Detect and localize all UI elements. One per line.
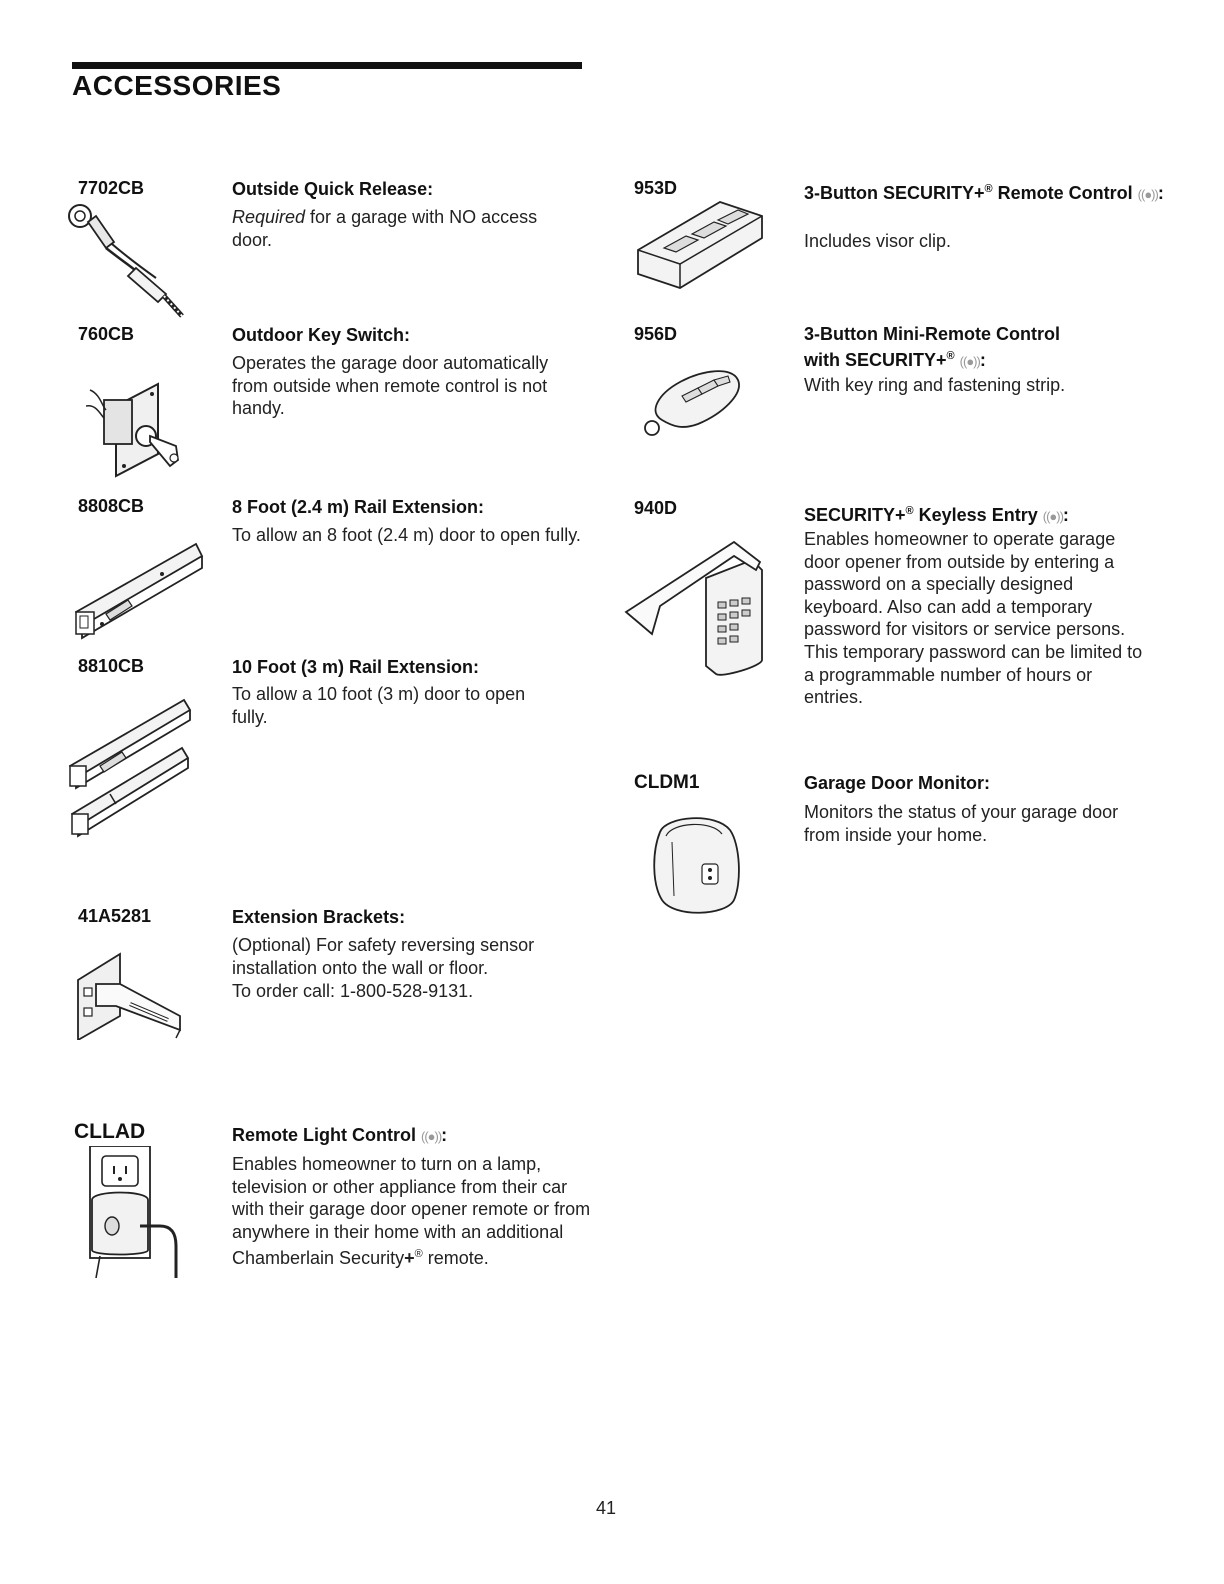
heading-940d-text: SECURITY bbox=[804, 505, 896, 525]
heading-41a5281: Extension Brackets: bbox=[232, 907, 406, 927]
radio-frequency-icon: ((●)) bbox=[1137, 187, 1158, 202]
header-rule bbox=[72, 62, 582, 69]
desc-cllad-text: Enables homeowner to turn on a lamp, television or other appliance from their car with their garage door opener remote or from anywhere in their home with an additional Chamberlain Security bbox=[232, 1154, 591, 1269]
item-code-7702cb: 7702CB bbox=[78, 178, 145, 198]
rail-extension-10ft-illustration bbox=[66, 690, 196, 840]
item-code-8810cb: 8810CB bbox=[78, 656, 145, 676]
security-plus-mark: + bbox=[404, 1248, 415, 1269]
desc-953d: Includes visor clip. bbox=[804, 231, 952, 251]
heading-940d-mid: Keyless Entry bbox=[913, 505, 1038, 525]
heading-953d-colon: : bbox=[1157, 183, 1164, 203]
security-plus-mark: + bbox=[974, 183, 985, 203]
heading-cllad bbox=[232, 1124, 447, 1148]
heading-956d-line1: 3-Button Mini-Remote Control bbox=[804, 324, 1060, 344]
heading-956d bbox=[804, 323, 1164, 373]
heading-940d-colon: : bbox=[1062, 505, 1069, 525]
heading-8810cb: 10 Foot (3 m) Rail Extension: bbox=[232, 657, 480, 677]
desc-7702cb-emphasis: Required bbox=[232, 207, 306, 227]
desc-7702cb-rest: for a garage with NO access door. bbox=[232, 207, 538, 250]
garage-door-monitor-illustration bbox=[646, 812, 746, 916]
heading-956d-text: with SECURITY bbox=[804, 350, 937, 370]
registered-mark: ® bbox=[984, 183, 993, 195]
radio-frequency-icon: ((●)) bbox=[959, 354, 980, 369]
remote-light-control-illustration bbox=[80, 1146, 184, 1296]
radio-frequency-icon: ((●)) bbox=[1042, 509, 1063, 524]
heading-7702cb: Outside Quick Release: bbox=[232, 179, 434, 199]
security-plus-mark: + bbox=[936, 350, 947, 370]
item-code-760cb: 760CB bbox=[78, 324, 135, 344]
desc-cllad bbox=[232, 1153, 592, 1270]
three-button-remote-illustration bbox=[634, 198, 766, 294]
key-switch-illustration bbox=[86, 370, 196, 482]
heading-953d bbox=[804, 178, 1164, 206]
keyless-entry-illustration bbox=[622, 538, 766, 678]
desc-760cb: Operates the garage door automatically from outside when remote control is not handy. bbox=[232, 353, 549, 419]
page-number: 41 bbox=[596, 1498, 617, 1518]
desc-956d: With key ring and fastening strip. bbox=[804, 375, 1066, 395]
desc-41a5281: (Optional) For safety reversing sensor installation onto the wall or floor. bbox=[232, 935, 535, 978]
order-phone-41a5281: To order call: 1-800-528-9131. bbox=[232, 981, 474, 1001]
item-code-cldm1: CLDM1 bbox=[634, 772, 700, 793]
heading-940d bbox=[804, 500, 1164, 528]
item-code-956d: 956D bbox=[634, 324, 678, 344]
quick-release-illustration bbox=[66, 198, 196, 326]
desc-940d: Enables homeowner to operate garage door opener from outside by entering a password on a specially designed keyboard. Also can add a temporary password for visitors or service persons. This temporary password can be limited to a programmable number of hours or entries. bbox=[804, 529, 1143, 708]
page-title: ACCESSORIES bbox=[72, 70, 282, 101]
registered-mark: ® bbox=[946, 350, 955, 362]
desc-8808cb: To allow an 8 foot (2.4 m) door to open fully. bbox=[232, 525, 581, 545]
desc-cllad-end: remote. bbox=[422, 1248, 489, 1269]
item-code-cllad: CLLAD bbox=[74, 1120, 146, 1143]
rail-extension-8ft-illustration bbox=[70, 534, 210, 640]
heading-cldm1: Garage Door Monitor: bbox=[804, 773, 991, 793]
heading-cllad-colon: : bbox=[441, 1125, 448, 1145]
radio-frequency-icon: ((●)) bbox=[421, 1129, 442, 1144]
mini-remote-illustration bbox=[640, 368, 744, 440]
desc-7702cb bbox=[232, 206, 582, 251]
item-code-953d: 953D bbox=[634, 178, 678, 198]
heading-cllad-text: Remote Light Control bbox=[232, 1125, 416, 1145]
registered-mark: ® bbox=[905, 505, 914, 517]
security-plus-mark: + bbox=[895, 505, 906, 525]
heading-8808cb: 8 Foot (2.4 m) Rail Extension: bbox=[232, 497, 485, 517]
item-code-940d: 940D bbox=[634, 498, 678, 518]
registered-mark: ® bbox=[414, 1248, 423, 1261]
item-code-8808cb: 8808CB bbox=[78, 496, 145, 516]
extension-bracket-illustration bbox=[72, 944, 184, 1040]
heading-953d-mid: Remote Control bbox=[992, 183, 1133, 203]
heading-953d-text: 3-Button SECURITY bbox=[804, 183, 974, 203]
desc-cldm1: Monitors the status of your garage door from inside your home. bbox=[804, 802, 1119, 845]
item-code-41a5281: 41A5281 bbox=[78, 906, 152, 926]
desc-8810cb: To allow a 10 foot (3 m) door to open fully. bbox=[232, 684, 526, 727]
heading-956d-colon: : bbox=[979, 350, 986, 370]
heading-956d-line2 bbox=[804, 345, 1164, 373]
heading-760cb: Outdoor Key Switch: bbox=[232, 325, 411, 345]
